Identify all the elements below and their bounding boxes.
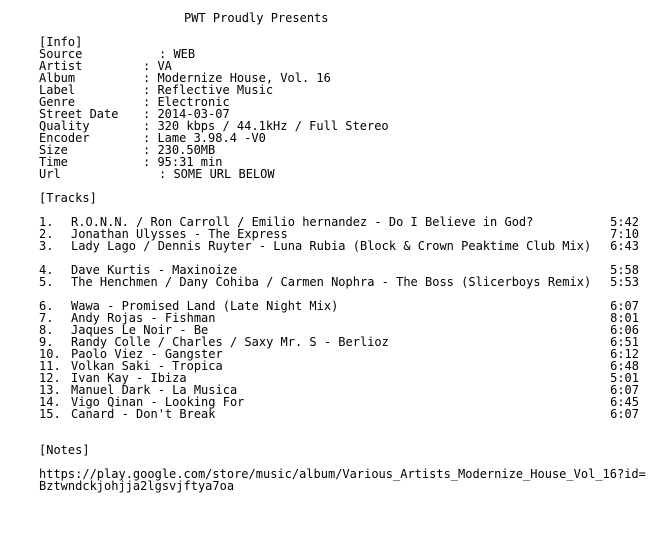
track-title: Randy Colle / Charles / Saxy Mr. S - Berlioz: [71, 335, 389, 349]
track-duration: 6:45: [610, 395, 639, 409]
info-heading: [Info]: [39, 35, 83, 49]
track-row: [39, 240, 651, 252]
track-title: Lady Lago / Dennis Ruyter - Luna Rubia (Block & Crown Peaktime Club Mix): [71, 239, 592, 253]
info-key: Label: [39, 83, 76, 97]
notes-heading: [Notes]: [39, 443, 90, 457]
track-row: [39, 276, 651, 288]
track-title: Ivan Kay - Ibiza: [71, 371, 187, 385]
track-number: 1.: [39, 215, 54, 229]
info-value: : Modernize House, Vol. 16: [143, 71, 331, 85]
track-title: Wawa - Promised Land (Late Night Mix): [71, 299, 339, 313]
track-number: 7.: [39, 311, 54, 325]
track-duration: 8:01: [610, 311, 639, 325]
info-key: Street Date: [39, 107, 119, 121]
info-value: : Reflective Music: [143, 83, 274, 97]
info-key: Artist: [39, 59, 83, 73]
track-number: 9.: [39, 335, 54, 349]
info-value: : Electronic: [143, 95, 230, 109]
track-title: Vigo Qinan - Looking For: [71, 395, 245, 409]
track-duration: 7:10: [610, 227, 639, 241]
track-title: Manuel Dark - La Musica: [71, 383, 238, 397]
track-title: R.O.N.N. / Ron Carroll / Emilio hernandez - Do I Believe in God?: [71, 215, 534, 229]
track-number: 5.: [39, 275, 54, 289]
track-number: 4.: [39, 263, 54, 277]
track-number: 8.: [39, 323, 54, 337]
track-duration: 6:07: [610, 383, 639, 397]
track-duration: 6:07: [610, 299, 639, 313]
info-key: Album: [39, 71, 76, 85]
track-duration: 5:42: [610, 215, 639, 229]
info-key: Source: [39, 47, 83, 61]
track-title: Canard - Don't Break: [71, 407, 216, 421]
info-key: Genre: [39, 95, 76, 109]
info-key: Quality: [39, 119, 90, 133]
track-title: Andy Rojas - Fishman: [71, 311, 216, 325]
info-value: : 320 kbps / 44.1kHz / Full Stereo: [143, 119, 389, 133]
info-key: Encoder: [39, 131, 90, 145]
track-duration: 6:48: [610, 359, 639, 373]
track-number: 13.: [39, 383, 61, 397]
track-duration: 6:06: [610, 323, 639, 337]
info-key: Size: [39, 143, 68, 157]
track-row: [39, 408, 651, 420]
info-value: : WEB: [159, 47, 196, 61]
info-value: : 2014-03-07: [143, 107, 230, 121]
info-value: : 230.50MB: [143, 143, 216, 157]
info-value: : VA: [143, 59, 172, 73]
track-title: Dave Kurtis - Maxinoize: [71, 263, 238, 277]
track-number: 12.: [39, 371, 61, 385]
track-duration: 6:07: [610, 407, 639, 421]
info-value: : SOME URL BELOW: [159, 167, 275, 181]
track-duration: 5:01: [610, 371, 639, 385]
notes-url: https://play.google.com/store/music/album/Various_Artists_Modernize_House_Vol_16?id=Bztwndckjohjja2lgsvjftya7oa: [39, 467, 646, 493]
track-title: Jonathan Ulysses - The Express: [71, 227, 288, 241]
track-duration: 6:51: [610, 335, 639, 349]
track-number: 3.: [39, 239, 54, 253]
track-number: 2.: [39, 227, 54, 241]
track-title: Paolo Viez - Gangster: [71, 347, 223, 361]
info-key: Url: [39, 167, 61, 181]
track-title: Volkan Saki - Tropica: [71, 359, 223, 373]
info-value: : Lame 3.98.4 -V0: [143, 131, 266, 145]
track-duration: 6:43: [610, 239, 639, 253]
track-duration: 5:53: [610, 275, 639, 289]
info-key: Time: [39, 155, 68, 169]
track-number: 14.: [39, 395, 61, 409]
track-duration: 5:58: [610, 263, 639, 277]
track-number: 10.: [39, 347, 61, 361]
track-number: 11.: [39, 359, 61, 373]
info-value: : 95:31 min: [143, 155, 223, 169]
track-number: 15.: [39, 407, 61, 421]
track-title: Jaques Le Noir - Be: [71, 323, 209, 337]
track-duration: 6:12: [610, 347, 639, 361]
nfo-title: PWT Proudly Presents: [184, 11, 329, 25]
tracks-heading: [Tracks]: [39, 191, 97, 205]
track-number: 6.: [39, 299, 54, 313]
track-title: The Henchmen / Dany Cohiba / Carmen Nophra - The Boss (Slicerboys Remix): [71, 275, 592, 289]
